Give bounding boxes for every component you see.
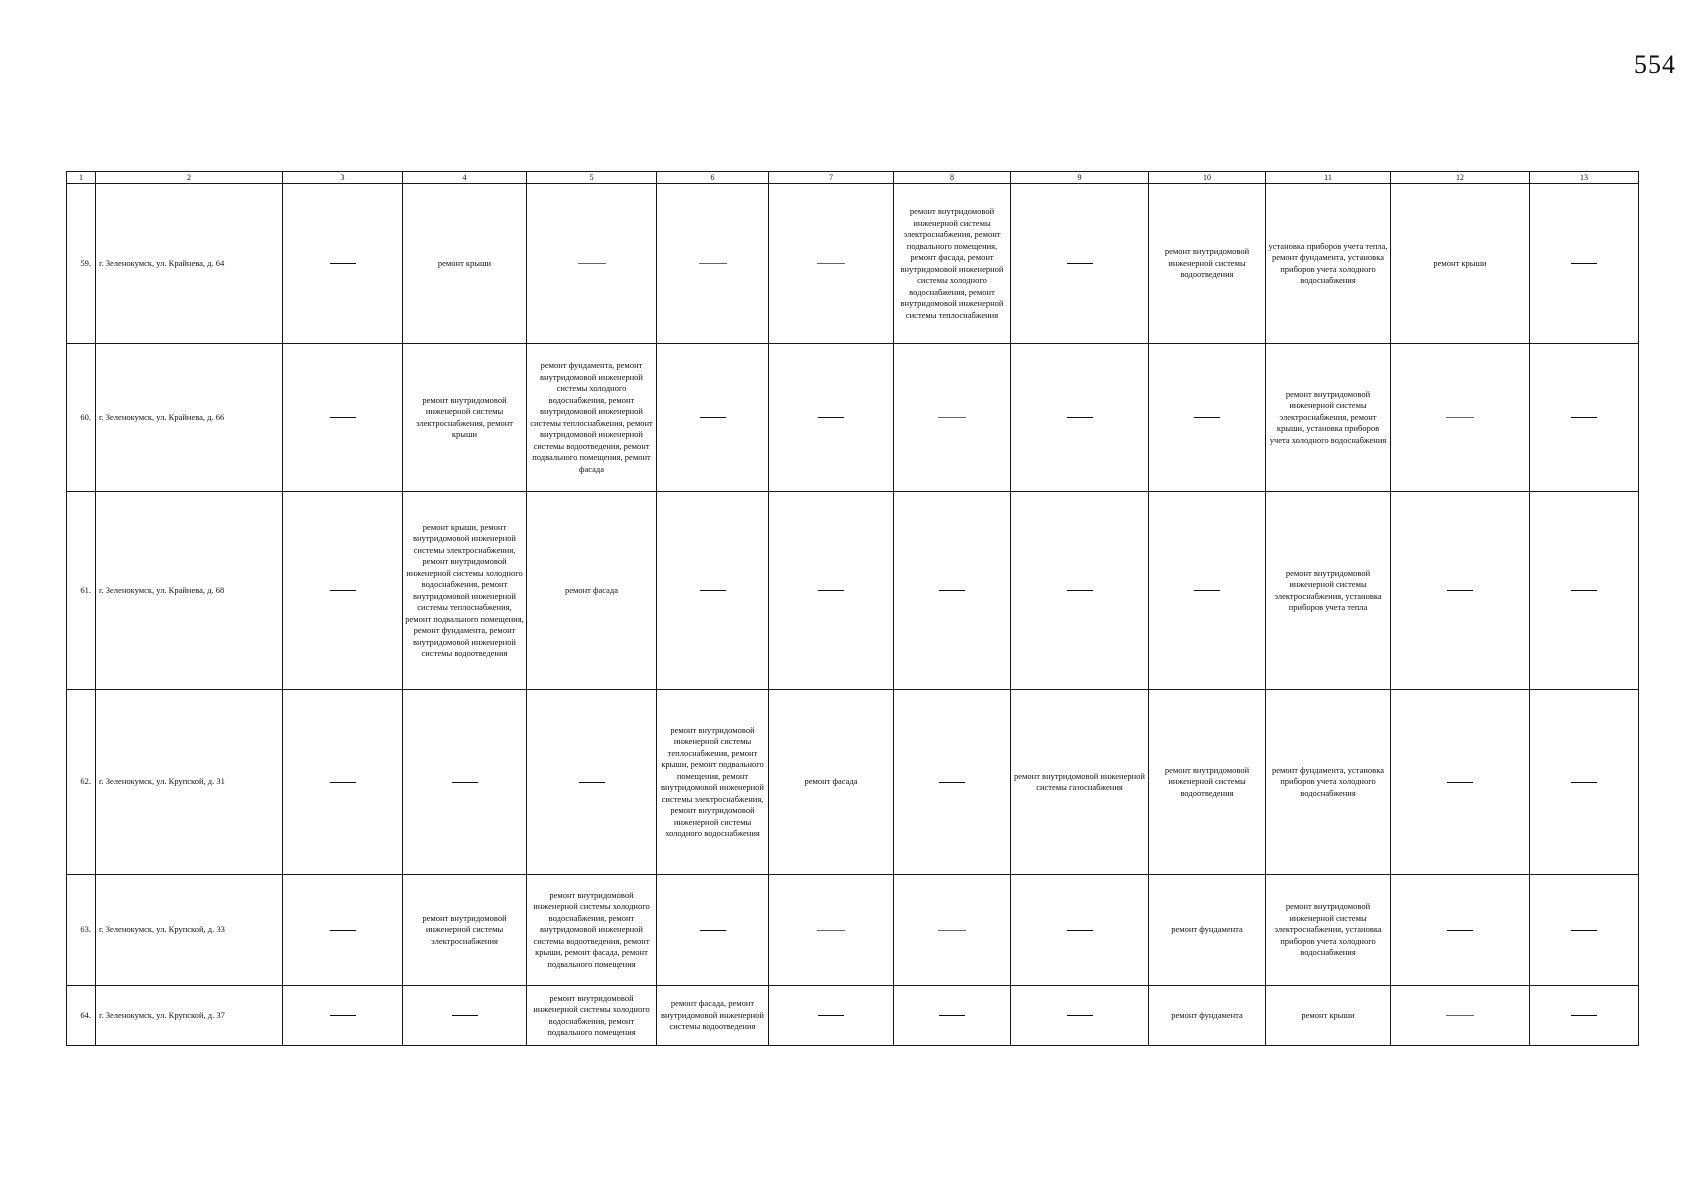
empty-dash-cell: [657, 344, 769, 492]
dash-mark: [1067, 263, 1093, 264]
empty-dash-cell: [527, 690, 657, 875]
empty-dash-cell: [894, 690, 1011, 875]
dash-mark: [578, 263, 606, 264]
dash-mark: [330, 590, 356, 591]
row-number: 60.: [67, 344, 96, 492]
dash-mark: [818, 590, 844, 591]
work-type-cell: ремонт фасада: [769, 690, 894, 875]
work-type-cell: ремонт внутридомовой инженерной системы водоотведения: [1149, 184, 1266, 344]
column-number: 1: [67, 172, 96, 184]
work-type-cell: ремонт внутридомовой инженерной системы водоотведения: [1149, 690, 1266, 875]
empty-dash-cell: [283, 875, 403, 986]
empty-dash-cell: [894, 492, 1011, 690]
empty-dash-cell: [769, 492, 894, 690]
dash-mark: [330, 782, 356, 783]
dash-mark: [1067, 930, 1093, 931]
dash-mark: [818, 1015, 844, 1016]
empty-dash-cell: [894, 875, 1011, 986]
empty-dash-cell: [1530, 492, 1639, 690]
dash-mark: [1571, 782, 1597, 783]
dash-mark: [1446, 417, 1474, 418]
work-type-cell: ремонт фундамента: [1149, 875, 1266, 986]
address-cell: г. Зеленокумск, ул. Крупской, д. 37: [96, 986, 283, 1046]
work-type-cell: ремонт фасада, ремонт внутридомовой инженерной системы водоотведения: [657, 986, 769, 1046]
empty-dash-cell: [1391, 344, 1530, 492]
dash-mark: [1447, 590, 1473, 591]
work-type-cell: ремонт внутридомовой инженерной системы электроснабжения, ремонт подвального помещения, ремонт фасада, ремонт внутридомовой инженерной системы холодного водоснабжения, ремонт внутридомовой инженерной системы теплоснабжения: [894, 184, 1011, 344]
column-number: 6: [657, 172, 769, 184]
table-row: [67, 344, 1639, 492]
dash-mark: [1571, 1015, 1597, 1016]
work-type-cell: ремонт крыши, ремонт внутридомовой инженерной системы электроснабжения, ремонт внутридомовой инженерной системы холодного водоснабжения, ремонт внутридомовой инженерной системы теплоснабжения, ремонт подвального помещения, ремонт фундамента, ремонт внутридомовой инженерной системы водоотведения: [403, 492, 527, 690]
empty-dash-cell: [283, 184, 403, 344]
table-row: [67, 690, 1639, 875]
column-number: 8: [894, 172, 1011, 184]
empty-dash-cell: [1391, 492, 1530, 690]
empty-dash-cell: [769, 184, 894, 344]
work-type-cell: ремонт фундамента: [1149, 986, 1266, 1046]
repair-schedule-table: [66, 171, 1639, 1046]
empty-dash-cell: [283, 986, 403, 1046]
row-number: 62.: [67, 690, 96, 875]
empty-dash-cell: [1011, 492, 1149, 690]
empty-dash-cell: [1011, 184, 1149, 344]
column-number: 2: [96, 172, 283, 184]
row-number: 59.: [67, 184, 96, 344]
row-number: 64.: [67, 986, 96, 1046]
dash-mark: [699, 263, 727, 264]
dash-mark: [700, 930, 726, 931]
table-row: [67, 492, 1639, 690]
empty-dash-cell: [1149, 344, 1266, 492]
dash-mark: [452, 782, 478, 783]
dash-mark: [1067, 590, 1093, 591]
column-number: 10: [1149, 172, 1266, 184]
empty-dash-cell: [657, 492, 769, 690]
empty-dash-cell: [403, 986, 527, 1046]
table-row: [67, 875, 1639, 986]
dash-mark: [1571, 263, 1597, 264]
empty-dash-cell: [1530, 344, 1639, 492]
empty-dash-cell: [283, 344, 403, 492]
column-number: 3: [283, 172, 403, 184]
empty-dash-cell: [1391, 986, 1530, 1046]
table-body: [67, 184, 1639, 1046]
work-type-cell: ремонт крыши: [1391, 184, 1530, 344]
empty-dash-cell: [1391, 875, 1530, 986]
work-type-cell: ремонт внутридомовой инженерной системы холодного водоснабжения, ремонт подвального помещения: [527, 986, 657, 1046]
empty-dash-cell: [527, 184, 657, 344]
empty-dash-cell: [1530, 690, 1639, 875]
work-type-cell: ремонт внутридомовой инженерной системы электроснабжения, ремонт крыши: [403, 344, 527, 492]
work-type-cell: установка приборов учета тепла, ремонт фундамента, установка приборов учета холодного водоснабжения: [1266, 184, 1391, 344]
column-number: 5: [527, 172, 657, 184]
address-cell: г. Зеленокумск, ул. Крайнева, д. 68: [96, 492, 283, 690]
table-row: [67, 184, 1639, 344]
dash-mark: [330, 1015, 356, 1016]
dash-mark: [1447, 782, 1473, 783]
work-type-cell: ремонт фундамента, ремонт внутридомовой инженерной системы холодного водоснабжения, ремонт внутридомовой инженерной системы теплоснабжения, ремонт внутридомовой инженерной системы водоотведения, ремонт подвального помещения, ремонт фасада: [527, 344, 657, 492]
dash-mark: [330, 417, 356, 418]
column-number-row: [67, 172, 1639, 184]
dash-mark: [579, 782, 605, 783]
dash-mark: [700, 590, 726, 591]
dash-mark: [938, 930, 966, 931]
column-number: 13: [1530, 172, 1639, 184]
table-row: [67, 986, 1639, 1046]
work-type-cell: ремонт внутридомовой инженерной системы газоснабжения: [1011, 690, 1149, 875]
column-number: 12: [1391, 172, 1530, 184]
address-cell: г. Зеленокумск, ул. Крайнева, д. 64: [96, 184, 283, 344]
dash-mark: [1194, 417, 1220, 418]
empty-dash-cell: [1530, 875, 1639, 986]
empty-dash-cell: [769, 875, 894, 986]
work-type-cell: ремонт внутридомовой инженерной системы теплоснабжения, ремонт крыши, ремонт подвального помещения, ремонт внутридомовой инженерной системы электроснабжения, ремонт внутридомовой инженерной системы холодного водоснабжения: [657, 690, 769, 875]
row-number: 61.: [67, 492, 96, 690]
work-type-cell: ремонт внутридомовой инженерной системы холодного водоснабжения, ремонт внутридомовой инженерной системы водоотведения, ремонт крыши, ремонт фасада, ремонт подвального помещения: [527, 875, 657, 986]
dash-mark: [817, 930, 845, 931]
address-cell: г. Зеленокумск, ул. Крупской, д. 33: [96, 875, 283, 986]
empty-dash-cell: [1530, 184, 1639, 344]
dash-mark: [939, 1015, 965, 1016]
dash-mark: [818, 417, 844, 418]
work-type-cell: ремонт внутридомовой инженерной системы электроснабжения, установка приборов учета холодного водоснабжения: [1266, 875, 1391, 986]
column-number: 7: [769, 172, 894, 184]
column-number: 4: [403, 172, 527, 184]
empty-dash-cell: [1011, 986, 1149, 1046]
dash-mark: [1571, 417, 1597, 418]
column-number: 11: [1266, 172, 1391, 184]
work-type-cell: ремонт внутридомовой инженерной системы электроснабжения: [403, 875, 527, 986]
empty-dash-cell: [283, 492, 403, 690]
empty-dash-cell: [657, 875, 769, 986]
work-type-cell: ремонт крыши: [1266, 986, 1391, 1046]
dash-mark: [1194, 590, 1220, 591]
dash-mark: [452, 1015, 478, 1016]
empty-dash-cell: [283, 690, 403, 875]
address-cell: г. Зеленокумск, ул. Крайнева, д. 66: [96, 344, 283, 492]
empty-dash-cell: [657, 184, 769, 344]
dash-mark: [1571, 590, 1597, 591]
dash-mark: [330, 263, 356, 264]
empty-dash-cell: [769, 344, 894, 492]
dash-mark: [1446, 1015, 1474, 1016]
empty-dash-cell: [1391, 690, 1530, 875]
work-type-cell: ремонт внутридомовой инженерной системы электроснабжения, ремонт крыши, установка приборов учета холодного водоснабжения: [1266, 344, 1391, 492]
dash-mark: [1067, 1015, 1093, 1016]
empty-dash-cell: [403, 690, 527, 875]
dash-mark: [700, 417, 726, 418]
column-number: 9: [1011, 172, 1149, 184]
dash-mark: [330, 930, 356, 931]
work-type-cell: ремонт крыши: [403, 184, 527, 344]
dash-mark: [939, 590, 965, 591]
empty-dash-cell: [1530, 986, 1639, 1046]
dash-mark: [817, 263, 845, 264]
dash-mark: [1447, 930, 1473, 931]
work-type-cell: ремонт фасада: [527, 492, 657, 690]
page-number: 554: [1634, 50, 1676, 79]
empty-dash-cell: [1011, 344, 1149, 492]
address-cell: г. Зеленокумск, ул. Крупской, д. 31: [96, 690, 283, 875]
dash-mark: [1571, 930, 1597, 931]
dash-mark: [1067, 417, 1093, 418]
empty-dash-cell: [769, 986, 894, 1046]
work-type-cell: ремонт внутридомовой инженерной системы электроснабжения, установка приборов учета тепла: [1266, 492, 1391, 690]
empty-dash-cell: [1011, 875, 1149, 986]
empty-dash-cell: [894, 344, 1011, 492]
dash-mark: [938, 417, 966, 418]
empty-dash-cell: [1149, 492, 1266, 690]
dash-mark: [939, 782, 965, 783]
empty-dash-cell: [894, 986, 1011, 1046]
row-number: 63.: [67, 875, 96, 986]
work-type-cell: ремонт фундамента, установка приборов учета холодного водоснабжения: [1266, 690, 1391, 875]
